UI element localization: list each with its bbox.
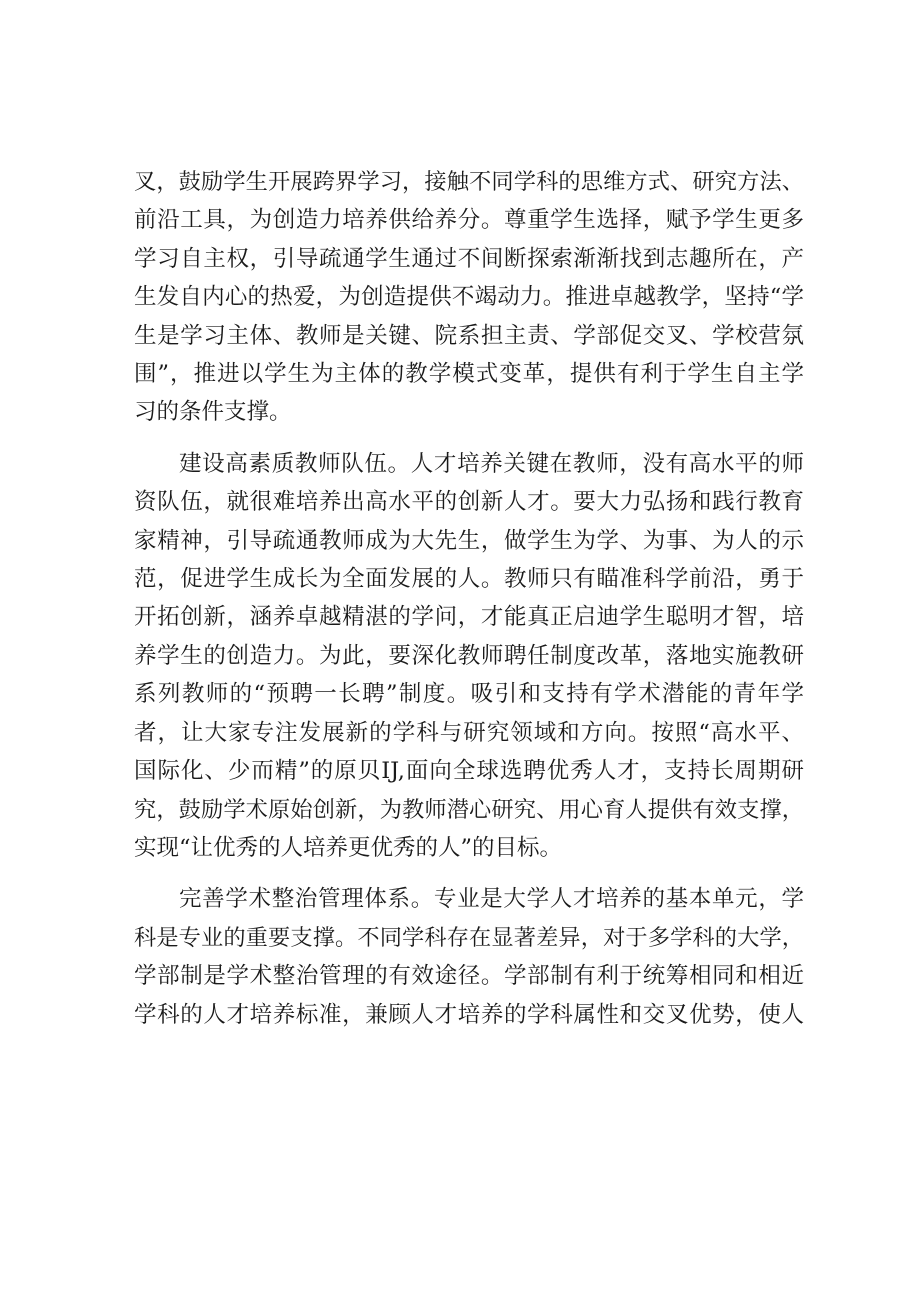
text-line: 学部制是学术整治管理的有效途径。学部制有利于统筹相同和相近 [134,963,804,990]
text-line: 家精神，引导疏通教师成为大先生，做学生为学、为事、为人的示 [134,527,804,554]
text-line: 叉，鼓励学生开展跨界学习，接触不同学科的思维方式、研究方法、 [134,169,804,195]
text-line: 究，鼓励学术原始创新，为教师潜心研究、用心育人提供有效支撑， [134,796,804,823]
paragraph-teacher-team [134,445,804,867]
text-line: 开拓创新，涵养卓越精湛的学问，才能真正启迪学生聪明才智，培 [134,604,804,631]
text-line: 国际化、少而精”的原贝IJ,面向全球选聘优秀人才，支持长周期研 [134,758,804,785]
text-line: 系列教师的“预聘一长聘”制度。吸引和支持有学术潜能的青年学 [134,681,804,708]
document-body [134,163,804,1034]
text-line: 者，让大家专注发展新的学科与研究领域和方向。按照“高水平、 [134,719,804,746]
text-line: 范，促进学生成长为全面发展的人。教师只有瞄准科学前沿，勇于 [134,566,804,593]
text-line: 学科的人才培养标准，兼顾人才培养的学科属性和交叉优势，使人 [134,1001,804,1028]
text-line: 前沿工具，为创造力培养供给养分。尊重学生选择，赋予学生更多 [134,207,804,234]
text-line: 学习自主权，引导疏通学生通过不间断探索渐渐找到志趣所在，产 [134,245,804,272]
paragraph-student-learning [134,163,804,432]
text-line: 养学生的创造力。为此，要深化教师聘任制度改革，落地实施教研 [134,642,804,669]
paragraph-academic-governance [134,880,804,1034]
text-line: 科是专业的重要支撑。不同学科存在显著差异，对于多学科的大学， [134,924,804,951]
text-line: 围”，推进以学生为主体的教学模式变革，提供有利于学生自主学 [134,361,804,388]
text-line: 习的条件支撑。 [134,399,292,426]
text-line: 资队伍，就很难培养出高水平的创新人才。要大力弘扬和践行教育 [134,489,804,516]
text-line: 完善学术整治管理体系。专业是大学人才培养的基本单元，学 [179,886,804,913]
text-line: 实现“让优秀的人培养更优秀的人”的目标。 [134,834,563,861]
text-line: 生发自内心的热爱，为创造提供不竭动力。推进卓越教学，坚持“学 [134,284,804,311]
text-line: 建设高素质教师队伍。人才培养关键在教师，没有高水平的师 [179,450,804,477]
text-line: 生是学习主体、教师是关键、院系担主责、学部促交叉、学校营氛 [134,322,804,349]
